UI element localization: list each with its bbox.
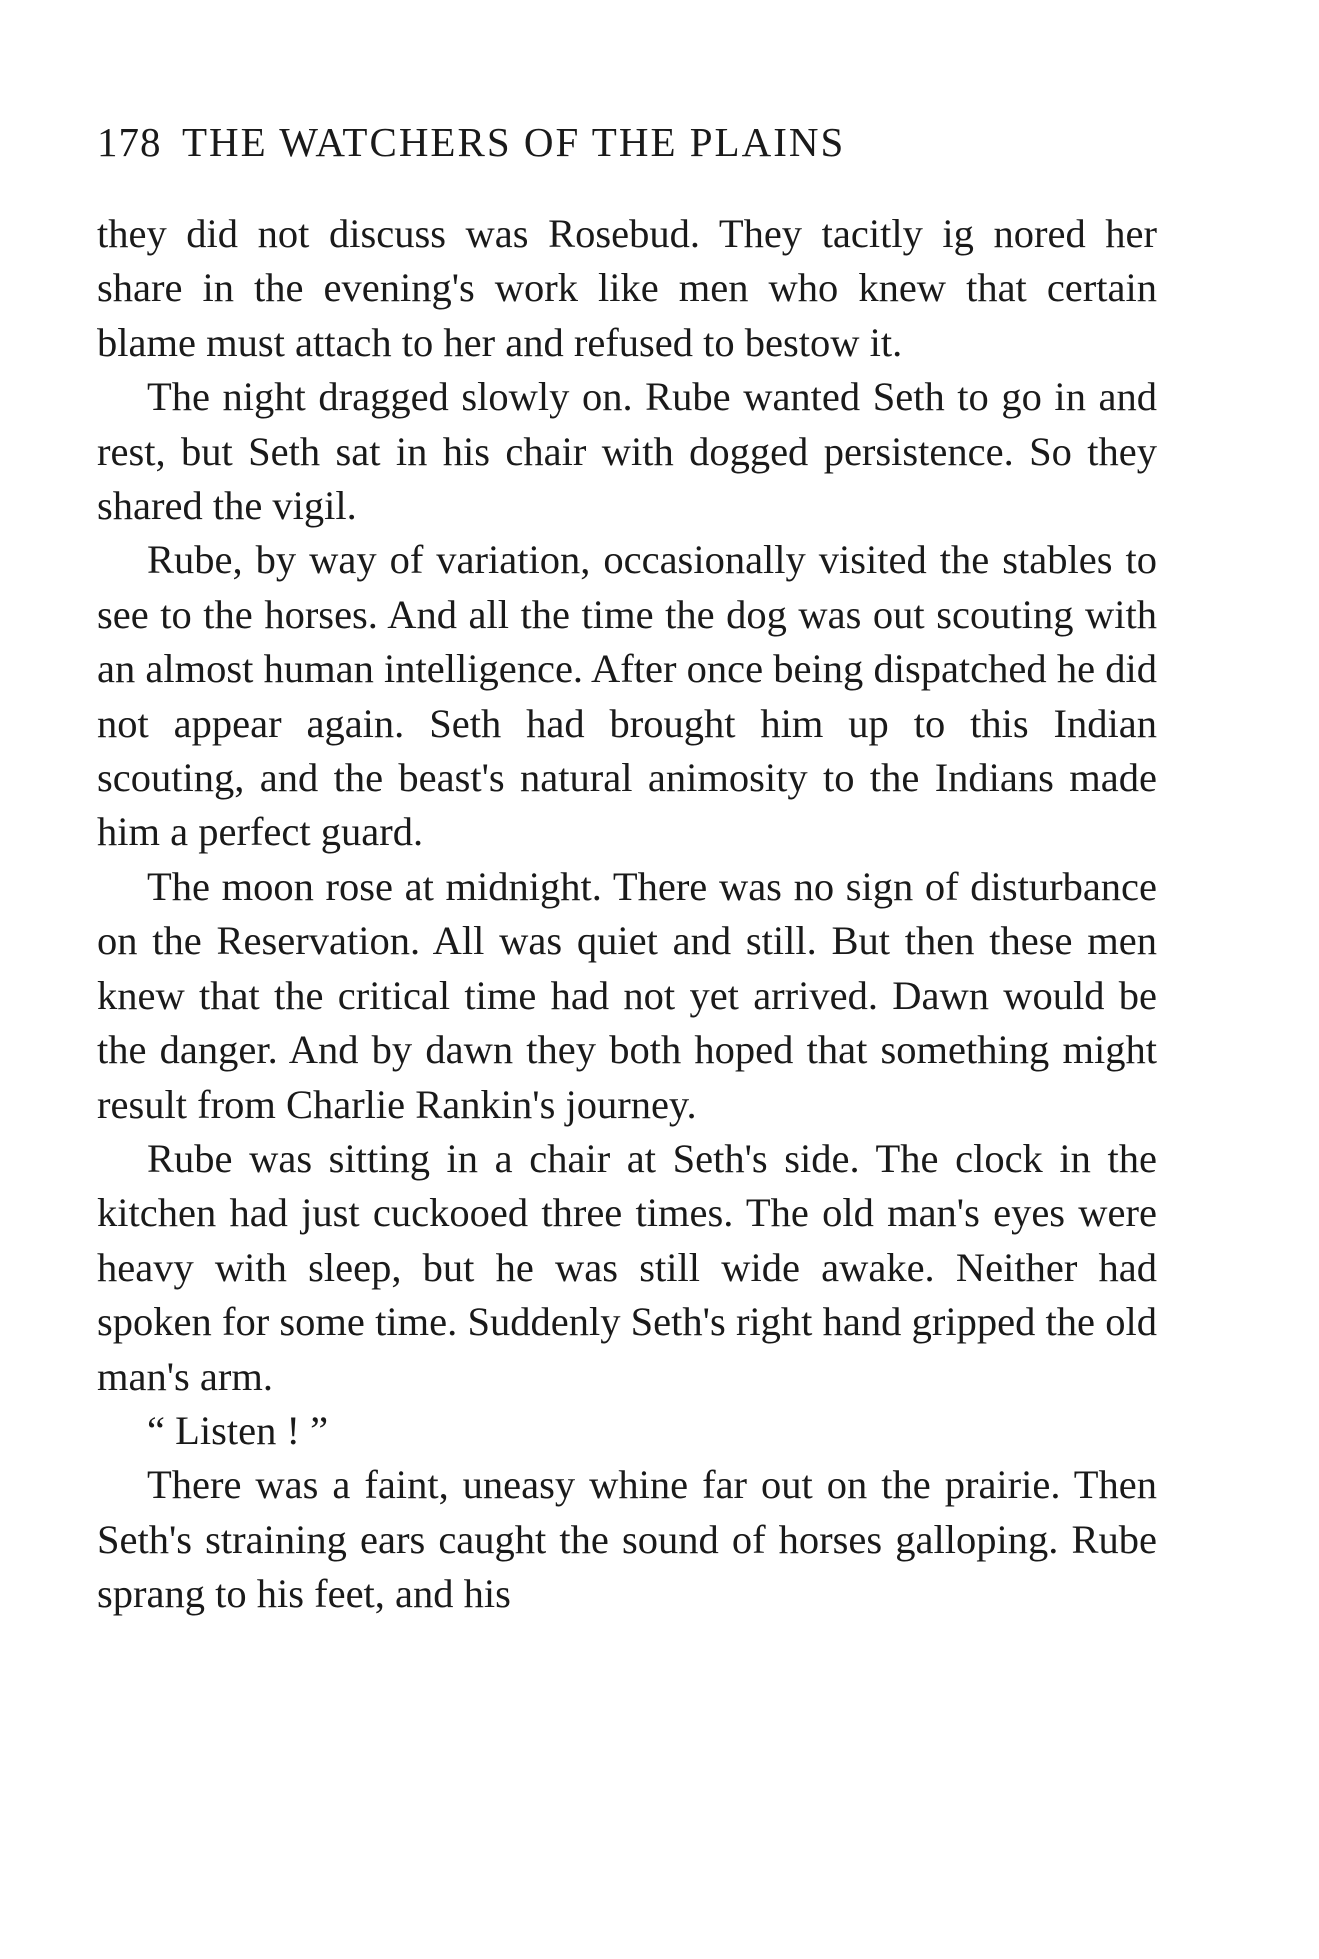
paragraph: The moon rose at midnight. There was no sign of disturbance on the Reservation. All was quiet and still. But then these men knew that the critical time had not yet arrived. Dawn would be the danger. And by dawn they both hoped that something might result from Charlie Rankin's journey. xyxy=(97,863,1157,1127)
page-number: 178 xyxy=(97,119,162,165)
paragraph: Rube was sitting in a chair at Seth's side. The clock in the kitchen had just cuckooed three times. The old man's eyes were heavy with sleep, but he was still wide awake. Neither had spoken for some time. Suddenly Seth's right hand gripped the old man's arm. xyxy=(97,1135,1157,1399)
book-title: THE WATCHERS OF THE PLAINS xyxy=(182,119,846,165)
paragraph-dialogue: “ Listen ! ” xyxy=(147,1407,329,1453)
paragraph-continued: they did not discuss was Rosebud. They tacitly ig nored her share in the evening's work like men who knew that certain blame must attach to her and refused to bestow it. xyxy=(97,211,1157,365)
paragraph: The night dragged slowly on. Rube wanted Seth to go in and rest, but Seth sat in his chair with dogged persistence. So they shared the vigil. xyxy=(97,374,1157,529)
paragraph: There was a faint, uneasy whine far out on the prairie. Then Seth's straining ears caught the sound of horses galloping. Rube sprang to his feet, and his xyxy=(97,1462,1157,1617)
paragraph: Rube, by way of variation, occasionally visited the stables to see to the horses. And all the time the dog was out scouting with an almost human intelligence. After once being dispatched he did not appear again. Seth had brought him up to this Indian scouting, and the beast's natural animosity to the Indians made him a perfect guard. xyxy=(97,537,1157,855)
running-head xyxy=(97,118,1157,166)
text-body xyxy=(97,207,1157,1622)
